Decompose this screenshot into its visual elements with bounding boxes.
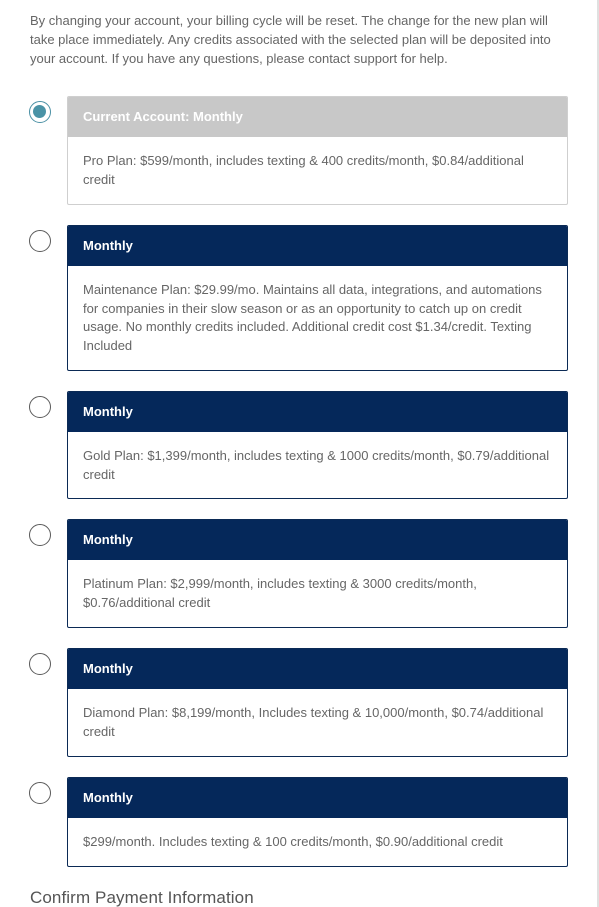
plan-radio-gold[interactable] [29, 396, 51, 418]
plan-card-description: Maintenance Plan: $29.99/mo. Maintains all data, integrations, and automations for companies in their slow season or as an opportunity to catch up on credit usage. No monthly credits included. Additional credit cost $1.34/credit. Texting Included [83, 282, 542, 353]
plan-radio-platinum[interactable] [29, 524, 51, 546]
intro-text: By changing your account, your billing cycle will be reset. The change for the new plan will take place immediately. Any credits associated with the selected plan will be deposited into your account. If you have any questions, please contact support for help. [30, 13, 551, 66]
plan-card-diamond[interactable] [67, 648, 568, 757]
plan-radio-maintenance[interactable] [29, 230, 51, 252]
plan-radio-starter[interactable] [29, 782, 51, 804]
confirm-payment-heading: Confirm Payment Information [30, 888, 254, 907]
plan-card-gold[interactable] [67, 391, 568, 499]
plan-radio-diamond[interactable] [29, 653, 51, 675]
plan-card-description: Platinum Plan: $2,999/month, includes texting & 3000 credits/month, $0.76/additional credit [83, 576, 477, 610]
plan-card-platinum[interactable] [67, 519, 568, 628]
plan-card-starter[interactable] [67, 777, 568, 867]
plan-card-pro[interactable] [67, 96, 568, 205]
plan-card-header: Monthly [68, 520, 567, 560]
plan-radio-pro[interactable] [29, 101, 51, 123]
plan-card-header: Monthly [68, 649, 567, 689]
plan-card-header: Current Account: Monthly [68, 97, 567, 137]
plan-card-description: Pro Plan: $599/month, includes texting & 400 credits/month, $0.84/additional credit [83, 153, 524, 187]
plan-card-header: Monthly [68, 226, 567, 266]
plan-card-description: Gold Plan: $1,399/month, includes texting & 1000 credits/month, $0.79/additional credit [83, 448, 550, 482]
plan-card-header: Monthly [68, 392, 567, 432]
plan-card-description: Diamond Plan: $8,199/month, Includes texting & 10,000/month, $0.74/additional credit [83, 705, 544, 739]
plan-card-description: $299/month. Includes texting & 100 credits/month, $0.90/additional credit [83, 834, 503, 849]
plan-card-maintenance[interactable] [67, 225, 568, 371]
plan-card-header: Monthly [68, 778, 567, 818]
